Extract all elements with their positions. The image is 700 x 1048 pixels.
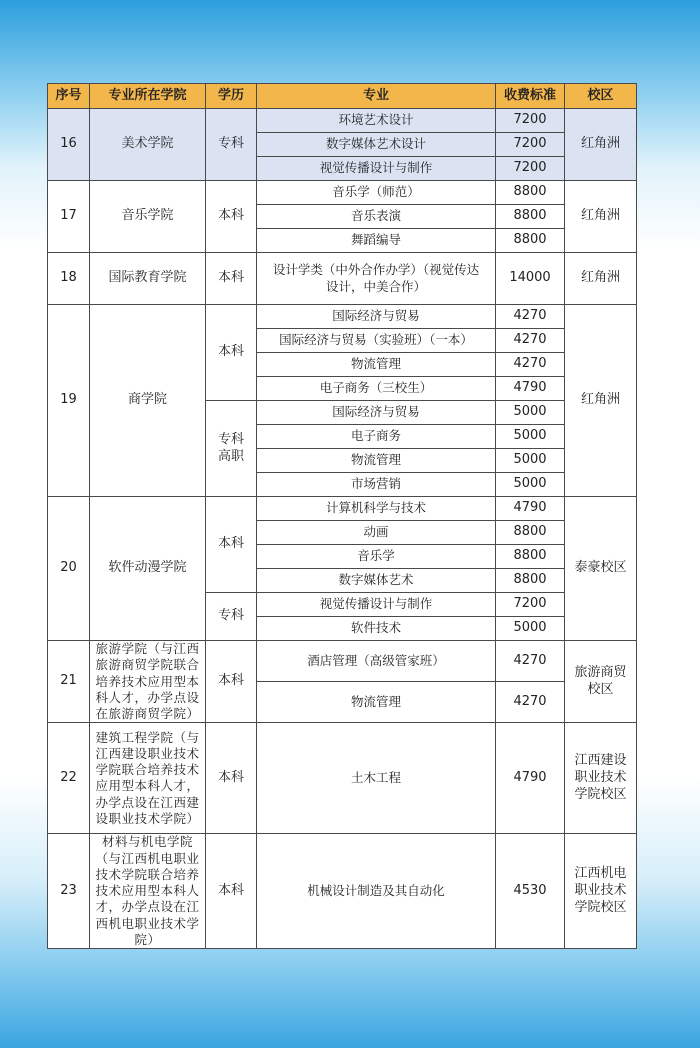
seq-cell: 21 [48,641,90,723]
header-fee: 收费标准 [496,84,565,109]
major-cell: 舞蹈编导 [257,229,496,253]
campus-cell: 旅游商贸校区 [565,641,637,723]
major-cell: 物流管理 [257,449,496,473]
seq-cell: 16 [48,109,90,181]
major-cell: 机械设计制造及其自动化 [257,834,496,949]
major-cell: 音乐表演 [257,205,496,229]
college-cell: 美术学院 [90,109,206,181]
table-row [48,723,637,834]
degree-cell: 本科 [206,497,257,593]
table-row [48,253,637,305]
table-row [48,497,637,521]
fee-cell: 4790 [496,723,565,834]
fee-cell: 8800 [496,569,565,593]
fee-cell: 7200 [496,109,565,133]
fee-cell: 5000 [496,473,565,497]
fee-cell: 4790 [496,377,565,401]
fee-cell: 4270 [496,353,565,377]
table-row [48,109,637,133]
fee-cell: 4530 [496,834,565,949]
major-cell: 音乐学 [257,545,496,569]
campus-cell: 江西建设职业技术学院校区 [565,723,637,834]
college-cell: 商学院 [90,305,206,497]
fee-cell: 7200 [496,157,565,181]
fee-cell: 7200 [496,133,565,157]
table-row [48,305,637,329]
header-seq: 序号 [48,84,90,109]
campus-cell: 红角洲 [565,253,637,305]
fee-cell: 8800 [496,545,565,569]
degree-cell: 本科 [206,834,257,949]
campus-cell: 红角洲 [565,305,637,497]
major-cell: 视觉传播设计与制作 [257,157,496,181]
major-cell: 国际经济与贸易 [257,401,496,425]
degree-cell: 本科 [206,253,257,305]
fee-cell: 4270 [496,682,565,723]
degree-cell: 本科 [206,641,257,723]
fee-cell: 4790 [496,497,565,521]
major-cell: 环境艺术设计 [257,109,496,133]
major-cell: 酒店管理（高级管家班） [257,641,496,682]
college-cell: 音乐学院 [90,181,206,253]
header-major: 专业 [257,84,496,109]
degree-cell: 本科 [206,723,257,834]
seq-cell: 17 [48,181,90,253]
college-cell: 软件动漫学院 [90,497,206,641]
header-degree: 学历 [206,84,257,109]
fee-cell: 5000 [496,449,565,473]
fee-cell: 14000 [496,253,565,305]
fee-cell: 5000 [496,617,565,641]
seq-cell: 22 [48,723,90,834]
degree-cell: 专科 [206,109,257,181]
table-header-row [48,84,637,109]
header-college: 专业所在学院 [90,84,206,109]
fee-cell: 8800 [496,181,565,205]
campus-cell: 红角洲 [565,109,637,181]
major-cell: 电子商务 [257,425,496,449]
major-cell: 数字媒体艺术 [257,569,496,593]
major-cell: 市场营销 [257,473,496,497]
major-cell: 数字媒体艺术设计 [257,133,496,157]
fee-cell: 5000 [496,401,565,425]
fee-table [47,83,637,949]
fee-cell: 8800 [496,521,565,545]
degree-cell: 本科 [206,305,257,401]
major-cell: 国际经济与贸易（实验班）（一本） [257,329,496,353]
seq-cell: 23 [48,834,90,949]
major-cell: 动画 [257,521,496,545]
degree-cell: 专科 [206,593,257,641]
degree-cell: 本科 [206,181,257,253]
table-row [48,641,637,682]
campus-cell: 红角洲 [565,181,637,253]
campus-cell: 泰豪校区 [565,497,637,641]
fee-cell: 8800 [496,205,565,229]
table-row [48,834,637,949]
college-cell: 建筑工程学院（与江西建设职业技术学院联合培养技术应用型本科人才，办学点设在江西建设职业技术学院） [90,723,206,834]
major-cell: 物流管理 [257,682,496,723]
major-cell: 国际经济与贸易 [257,305,496,329]
major-cell: 计算机科学与技术 [257,497,496,521]
major-cell: 设计学类（中外合作办学）（视觉传达设计，中美合作） [257,253,496,305]
major-cell: 物流管理 [257,353,496,377]
campus-cell: 江西机电职业技术学院校区 [565,834,637,949]
major-cell: 软件技术 [257,617,496,641]
fee-cell: 8800 [496,229,565,253]
fee-cell: 7200 [496,593,565,617]
major-cell: 音乐学（师范） [257,181,496,205]
college-cell: 国际教育学院 [90,253,206,305]
fee-cell: 4270 [496,329,565,353]
major-cell: 土木工程 [257,723,496,834]
degree-cell: 专科高职 [206,401,257,497]
fee-cell: 5000 [496,425,565,449]
college-cell: 旅游学院（与江西旅游商贸学院联合培养技术应用型本科人才，办学点设在旅游商贸学院） [90,641,206,723]
fee-cell: 4270 [496,641,565,682]
major-cell: 视觉传播设计与制作 [257,593,496,617]
college-cell: 材料与机电学院（与江西机电职业技术学院联合培养技术应用型本科人才，办学点设在江西机电职业技术学院） [90,834,206,949]
seq-cell: 19 [48,305,90,497]
seq-cell: 20 [48,497,90,641]
header-campus: 校区 [565,84,637,109]
major-cell: 电子商务（三校生） [257,377,496,401]
seq-cell: 18 [48,253,90,305]
fee-cell: 4270 [496,305,565,329]
table-row [48,181,637,205]
